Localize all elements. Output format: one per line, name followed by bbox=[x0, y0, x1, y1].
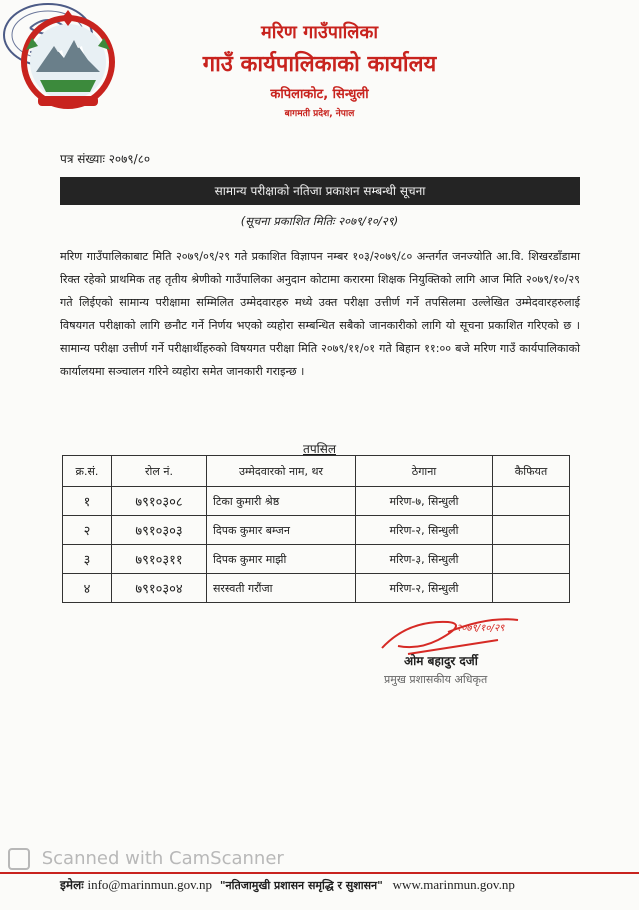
cell-name: सरस्वती गरौंजा bbox=[207, 574, 356, 603]
cell-name: दिपक कुमार माझी bbox=[207, 545, 356, 574]
table-row bbox=[63, 487, 570, 516]
col-roll: रोल नं. bbox=[112, 456, 207, 487]
cell-serial: २ bbox=[63, 516, 112, 545]
office-address: कपिलाकोट, सिन्धुली bbox=[270, 87, 369, 102]
camscanner-text: Scanned with CamScanner bbox=[41, 848, 284, 869]
footer-divider bbox=[0, 872, 639, 874]
signature-date: २०७९/१०/२९ bbox=[456, 623, 505, 634]
cell-remarks bbox=[493, 545, 570, 574]
signatory-title: प्रमुख प्रशासकीय अधिकृत bbox=[384, 673, 488, 686]
table-header-row bbox=[63, 456, 570, 487]
cell-address: मरिण-२, सिन्धुली bbox=[356, 516, 493, 545]
cell-roll: ७९१०३०३ bbox=[112, 516, 207, 545]
camscanner-icon bbox=[8, 848, 30, 870]
col-address: ठेगाना bbox=[356, 456, 493, 487]
published-date: (सूचना प्रकाशित मितिः २०७९/१०/२९) bbox=[240, 214, 399, 228]
handwritten-signature bbox=[378, 610, 528, 658]
cell-roll: ७९१०३०४ bbox=[112, 574, 207, 603]
footer bbox=[60, 876, 620, 893]
cell-name: दिपक कुमार बम्जन bbox=[207, 516, 356, 545]
candidate-table bbox=[62, 455, 570, 603]
cell-remarks bbox=[493, 574, 570, 603]
office-province: बागमती प्रदेश, नेपाल bbox=[284, 109, 355, 119]
signatory-name: ओम बहादुर दर्जी bbox=[404, 654, 478, 668]
col-name: उम्मेदवारको नाम, थर bbox=[207, 456, 356, 487]
footer-slogan: "नतिजामुखी प्रशासन समृद्धि र सुशासन" bbox=[219, 879, 383, 892]
camscanner-watermark bbox=[8, 848, 284, 870]
reference-number: पत्र संख्याः २०७९/८० bbox=[60, 152, 151, 166]
cell-address: मरिण-२, सिन्धुली bbox=[356, 574, 493, 603]
cell-serial: ४ bbox=[63, 574, 112, 603]
table-title: तपसिल bbox=[302, 442, 336, 456]
notice-banner: सामान्य परीक्षाको नतिजा प्रकाशन सम्बन्धी सूचना bbox=[60, 177, 580, 205]
office-name-line2: गाउँ कार्यपालिकाको कार्यालय bbox=[202, 52, 437, 77]
cell-remarks bbox=[493, 516, 570, 545]
table-row bbox=[63, 574, 570, 603]
cell-serial: ३ bbox=[63, 545, 112, 574]
email-link[interactable]: info@marinmun.gov.np bbox=[87, 877, 212, 892]
cell-roll: ७९१०३११ bbox=[112, 545, 207, 574]
col-remarks: कैफियत bbox=[493, 456, 570, 487]
table-row bbox=[63, 545, 570, 574]
office-name-line1: मरिण गाउँपालिका bbox=[261, 22, 378, 43]
cell-address: मरिण-३, सिन्धुली bbox=[356, 545, 493, 574]
cell-serial: १ bbox=[63, 487, 112, 516]
email-label: इमेलः bbox=[60, 878, 84, 892]
cell-address: मरिण-७, सिन्धुली bbox=[356, 487, 493, 516]
cell-remarks bbox=[493, 487, 570, 516]
website-link[interactable]: www.marinmun.gov.np bbox=[392, 877, 515, 892]
cell-roll: ७९१०३०८ bbox=[112, 487, 207, 516]
table-row bbox=[63, 516, 570, 545]
notice-body: मरिण गाउँपालिकाबाट मिति २०७९/०९/२९ गते प्रकाशित विज्ञापन नम्बर १०३/२०७९/८० अन्तर्गत जनज्योति आ.वि. शिखरडाँडामा रिक्त रहेको प्राथमिक तह तृतीय श्रेणीको गाउँपालिका अनुदान कोटामा करारमा शिक्षक नियुक्तिको लागि आज मिति २०७९/१०/२९ गते लिईएको सामान्य परीक्षामा सम्मिलित उम्मेदवारहरु मध्ये उक्त परीक्षा उत्तीर्ण गर्ने तपसिलमा उल्लेखित उम्मेदवारहरुलाई विषयगत परीक्षाको लागि छनौट गर्ने निर्णय भएको व्यहोरा सम्बन्धित सबैको जानकारीको लागि यो सूचना प्रकाशित गरिएको छ । सामान्य परीक्षा उत्तीर्ण गर्ने परीक्षार्थीहरुको विषयगत परीक्षा मिति २०७९/११/०१ गते बिहान ११:०० बजे मरिण गाउँ कार्यपालिकाको कार्यालयमा सञ्चालन गरिने व्यहोरा समेत जानकारी गराइन्छ । bbox=[60, 250, 580, 378]
col-serial: क्र.सं. bbox=[63, 456, 112, 487]
cell-name: टिका कुमारी श्रेष्ठ bbox=[207, 487, 356, 516]
